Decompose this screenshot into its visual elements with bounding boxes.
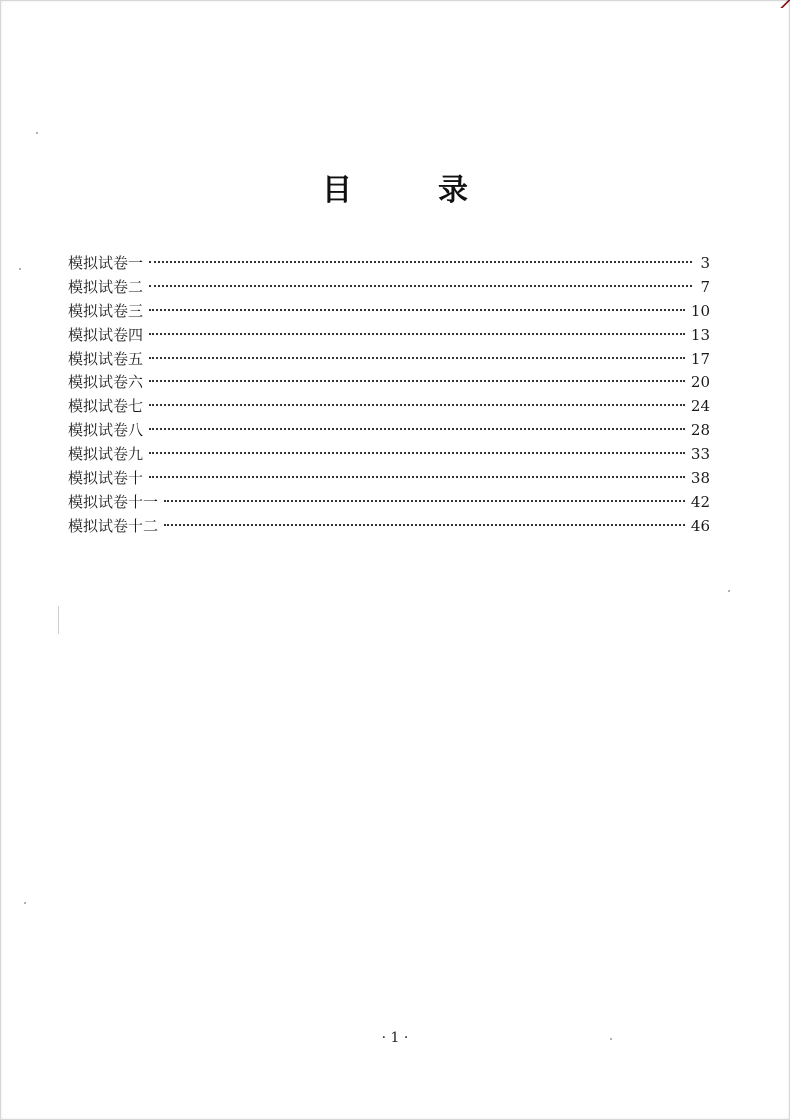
toc-entry-page: 42 [690,492,710,511]
toc-leader-dots [164,500,685,502]
scan-speck [19,268,21,270]
scan-speck [728,590,730,592]
toc-entry-page: 13 [690,325,710,344]
toc-leader-dots [149,357,685,359]
toc-leader-dots [149,380,685,382]
toc-entry-label: 模拟试卷九 [68,445,144,464]
scan-speck [610,1038,612,1040]
toc-leader-dots [149,261,692,263]
footer-page-number: · 1 · [381,1030,409,1046]
toc-entry-label: 模拟试卷十二 [68,516,159,535]
corner-mark [780,0,790,8]
toc-leader-dots [149,309,685,311]
scan-speck [24,902,26,904]
toc-entry-page: 24 [690,397,710,416]
toc-entry-page: 38 [690,469,710,488]
toc-entry-page: 7 [700,277,710,296]
scan-speck [36,132,38,134]
toc-leader-dots [149,476,685,478]
toc-entry[interactable] [68,395,710,419]
toc-entry-label: 模拟试卷八 [68,421,144,440]
scan-speck [58,606,59,634]
toc-entry-page: 33 [690,445,710,464]
toc-entry[interactable] [68,276,710,300]
toc-entry[interactable] [68,515,710,539]
toc-entry-label: 模拟试卷七 [68,397,144,416]
toc-entry-label: 模拟试卷十 [68,469,144,488]
toc-leader-dots [149,285,692,287]
toc-entry-page: 20 [690,373,710,392]
toc-entry[interactable] [68,491,710,515]
toc-entry-label: 模拟试卷三 [68,301,144,320]
toc-entry[interactable] [68,300,710,324]
toc-entry-label: 模拟试卷十一 [68,492,159,511]
table-of-contents [68,252,710,539]
toc-entry[interactable] [68,252,710,276]
toc-entry-label: 模拟试卷二 [68,277,144,296]
toc-entry-page: 10 [690,301,710,320]
toc-entry[interactable] [68,348,710,372]
toc-leader-dots [164,524,685,526]
toc-entry-page: 46 [690,516,710,535]
toc-entry[interactable] [68,324,710,348]
page-title: 目 录 [322,173,496,208]
toc-entry-label: 模拟试卷四 [68,325,144,344]
toc-entry[interactable] [68,467,710,491]
toc-entry[interactable] [68,371,710,395]
toc-leader-dots [149,404,685,406]
toc-leader-dots [149,452,685,454]
toc-entry-label: 模拟试卷五 [68,349,144,368]
toc-leader-dots [149,333,685,335]
toc-entry[interactable] [68,419,710,443]
toc-entry-page: 28 [690,421,710,440]
toc-entry-page: 17 [690,349,710,368]
toc-entry[interactable] [68,443,710,467]
toc-leader-dots [149,428,685,430]
toc-entry-label: 模拟试卷一 [68,254,144,272]
toc-entry-label: 模拟试卷六 [68,373,144,392]
toc-entry-page: 3 [700,254,710,272]
